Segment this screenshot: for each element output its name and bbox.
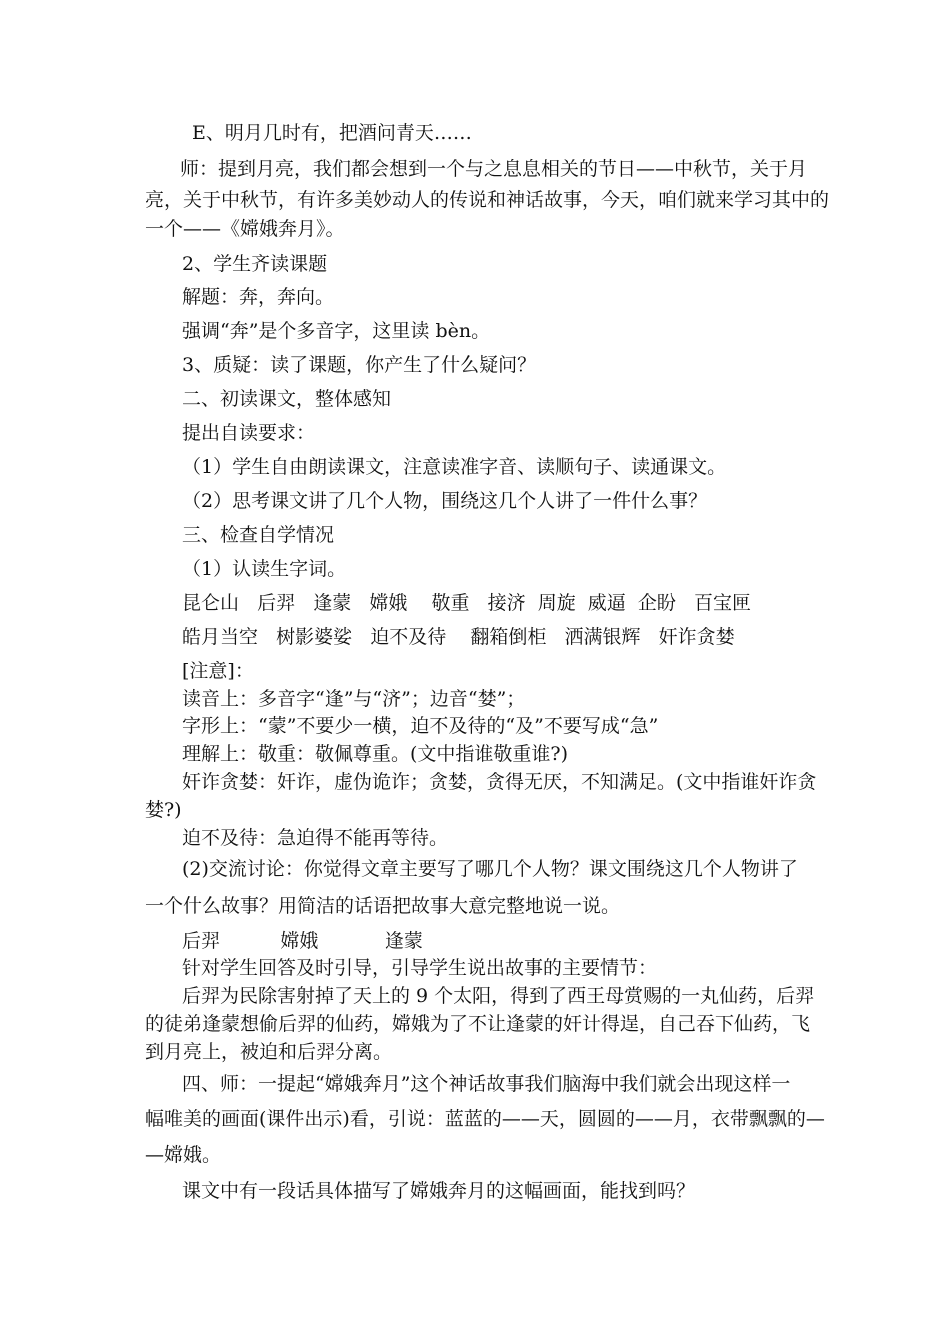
text-line: (2)交流讨论：你觉得文章主要写了哪几个人物？课文围绕这几个人物讲了 [182,858,798,880]
text-line: [注意]： [182,660,254,682]
text-line: 理解上：敬重：敬佩尊重。(文中指谁敬重谁?) [182,743,569,765]
text-line: 提出自读要求： [182,422,316,444]
section-heading: 四、师：一提起“嫦娥奔月”这个神话故事我们脑海中我们就会出现这样一 [182,1073,791,1095]
text-line: 的徒弟逢蒙想偷后羿的仙药，嫦娥为了不让逢蒙的奸计得逞，自己吞下仙药，飞 [145,1013,811,1035]
text-line: 婪?) [145,799,182,821]
text-line: 迫不及待：急迫得不能再等待。 [182,827,449,849]
section-heading: 二、初读课文，整体感知 [182,388,392,410]
text-line: （1）认读生字词。 [182,558,347,580]
section-heading: 三、检查自学情况 [182,524,335,546]
text-line: 解题：奔，奔向。 [182,286,335,308]
text-line: 强调“奔”是个多音字，这里读 bèn。 [182,320,491,342]
text-line: 针对学生回答及时引导，引导学生说出故事的主要情节： [182,957,658,979]
text-line: 幅唯美的画面(课件出示)看，引说：蓝蓝的——天，圆圆的——月，衣带飘飘的— [145,1108,825,1130]
text-line: 字形上：“蒙”不要少一横，迫不及待的“及”不要写成“急” [182,715,659,737]
text-line: 一个什么故事？用简洁的话语把故事大意完整地说一说。 [145,895,621,917]
text-line: （1）学生自由朗读课文，注意读准字音、读顺句子、读通课文。 [182,456,727,478]
text-line: 后羿 嫦娥 逢蒙 [182,930,423,952]
text-line: E、明月几时有，把酒问青天…… [192,122,472,144]
text-line: —嫦娥。 [145,1144,222,1166]
text-line: 读音上：多音字“逢”与“济”；边音“婪”； [182,688,526,710]
heading-line: 2、学生齐读课题 [182,253,328,275]
text-line: 亮，关于中秋节，有许多美妙动人的传说和神话故事，今天，咱们就来学习其中的 [145,189,830,211]
text-line: 奸诈贪婪：奸诈，虚伪诡诈；贪婪，贪得无厌，不知满足。(文中指谁奸诈贪 [182,771,817,793]
vocabulary-line: 昆仑山 后羿 逢蒙 嫦娥 敬重 接济 周旋 威逼 企盼 百宝匣 [182,592,751,614]
text-line: 到月亮上，被迫和后羿分离。 [145,1041,393,1063]
text-line: 课文中有一段话具体描写了嫦娥奔月的这幅画面，能找到吗？ [182,1180,696,1202]
text-line: （2）思考课文讲了几个人物，围绕这几个人讲了一件什么事？ [182,490,708,512]
heading-line: 3、质疑：读了课题，你产生了什么疑问？ [182,354,537,376]
text-line: 后羿为民除害射掉了天上的 9 个太阳，得到了西王母赏赐的一丸仙药，后羿 [182,985,815,1007]
text-line: 一个——《嫦娥奔月》。 [145,218,345,240]
vocabulary-line: 皓月当空 树影婆娑 迫不及待 翻箱倒柜 洒满银辉 奸诈贪婪 [182,626,735,648]
text-line: 师：提到月亮，我们都会想到一个与之息息相关的节日——中秋节，关于月 [180,158,808,180]
